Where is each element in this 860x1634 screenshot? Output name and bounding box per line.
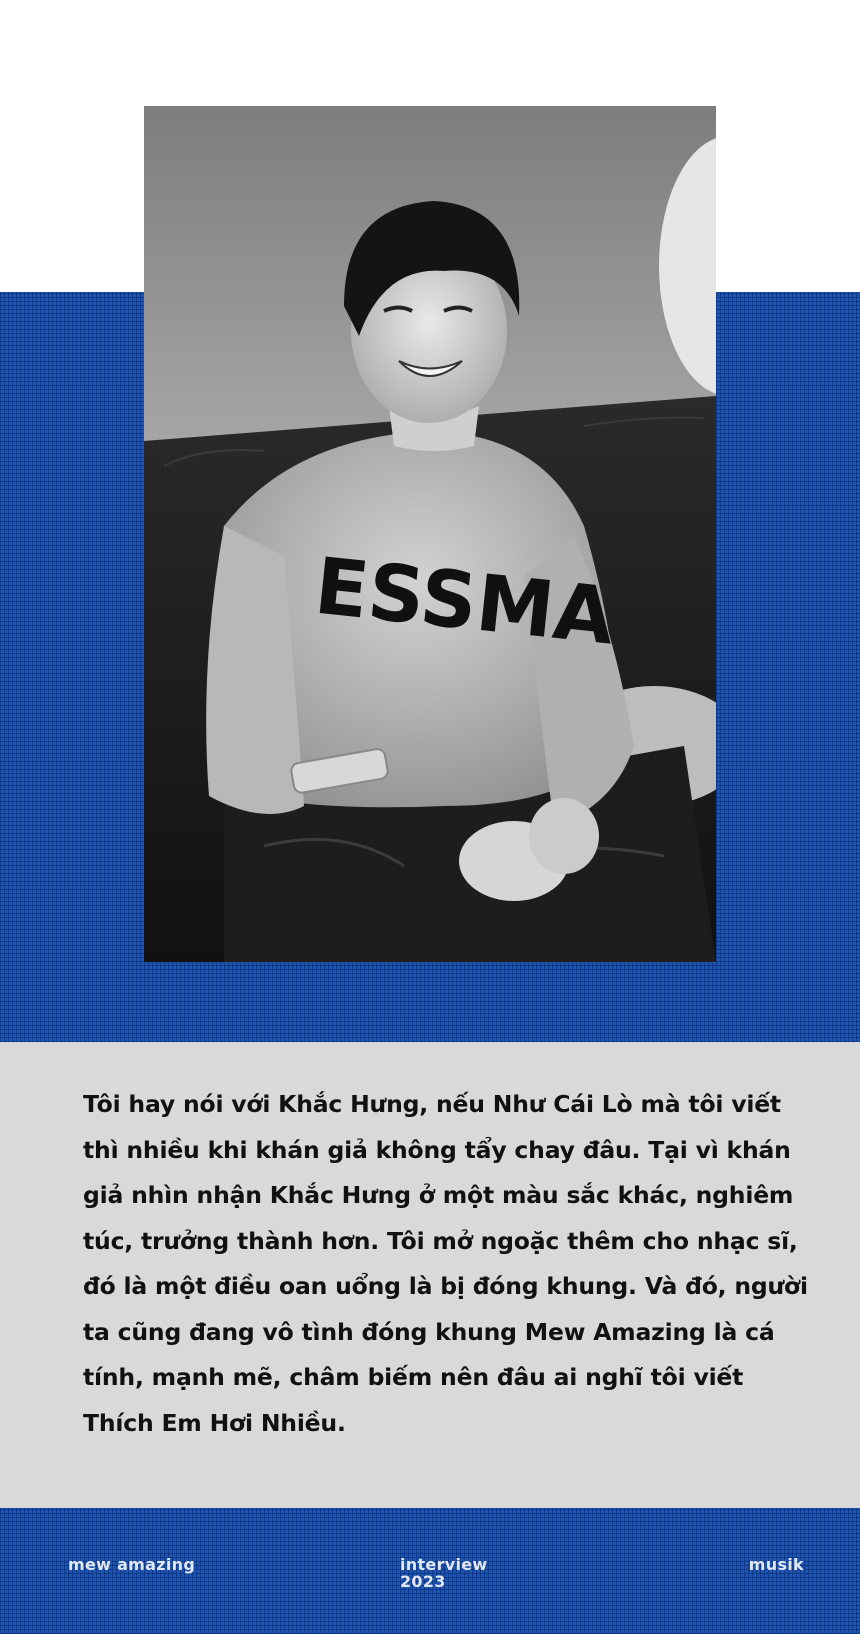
footer-brand: musik xyxy=(748,1555,804,1574)
footer-interview-year: 2023 xyxy=(400,1572,446,1591)
footer-artist-name: mew amazing xyxy=(68,1555,196,1574)
portrait-photo xyxy=(144,106,716,962)
footer-interview-word: interview xyxy=(400,1555,488,1574)
portrait-illustration xyxy=(144,106,716,962)
footer-interview-label xyxy=(400,1556,520,1590)
svg-text:ESSMA: ESSMA xyxy=(310,541,619,663)
interview-quote: Tôi hay nói với Khắc Hưng, nếu Như Cái Lò mà tôi viết thì nhiều khi khán giả không tẩy chay đâu. Tại vì khán giả nhìn nhận Khắc Hưng ở một màu sắc khác, nghiêm túc, trưởng thành hơn. Tôi mở ngoặc thêm cho nhạc sĩ, đó là một điều oan uổng là bị đóng khung. Và đó, người ta cũng đang vô tình đóng khung Mew Amazing là cá tính, mạnh mẽ, châm biếm nên đâu ai nghĩ tôi viết Thích Em Hơi Nhiều. xyxy=(83,1090,808,1437)
